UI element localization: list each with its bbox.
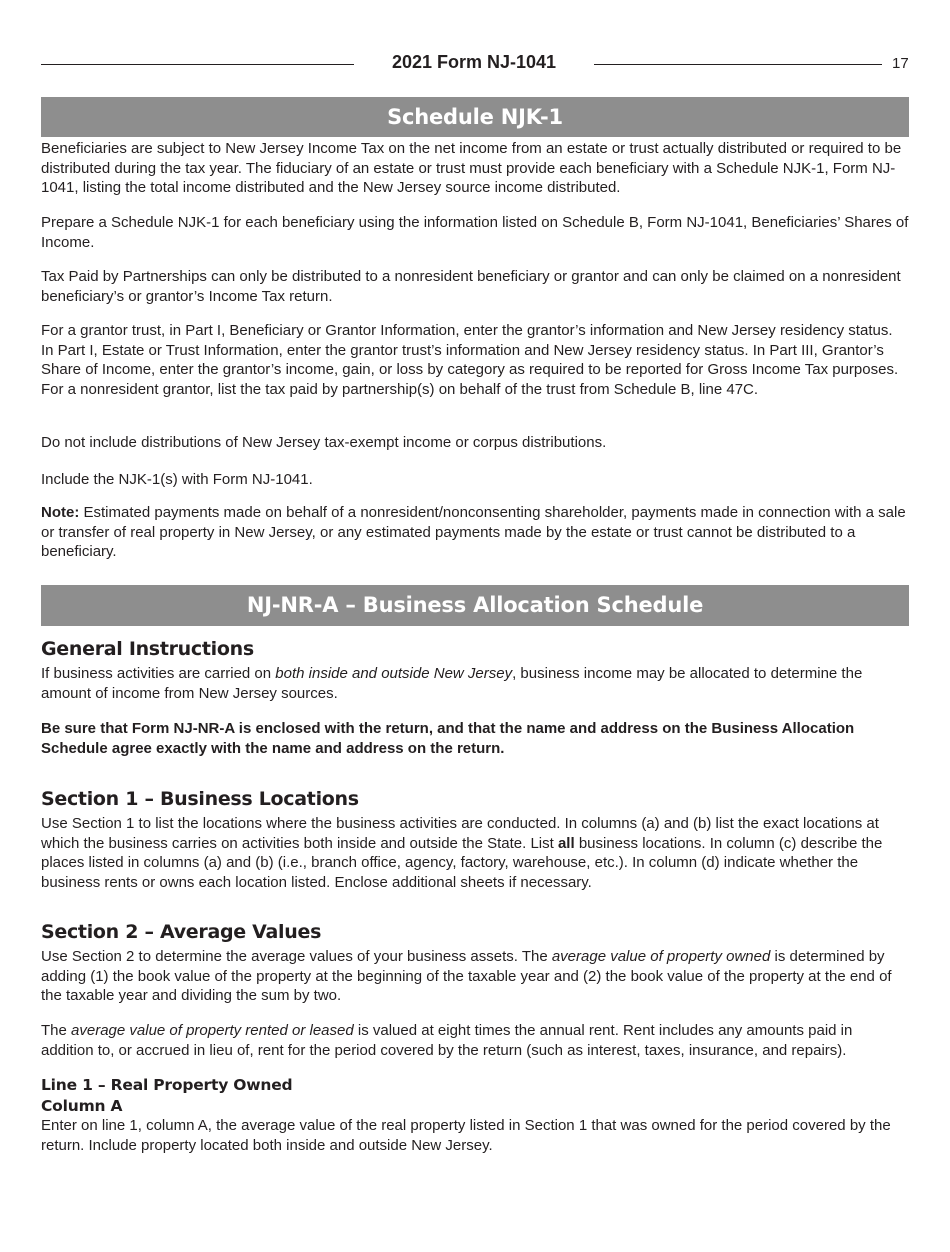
header-rule-left (41, 64, 354, 65)
section2-p2-italic: average value of property rented or leased (71, 1022, 354, 1039)
general-paragraph-2: Be sure that Form NJ-NR-A is enclosed with the return, and that the name and address on the Business Allocation Schedule agree exactly with the name and address on the return. (41, 720, 855, 757)
page-number: 17 (892, 55, 909, 72)
note-text: Estimated payments made on behalf of a nonresident/nonconsenting shareholder, payments made in connection with a sale or transfer of real property in New Jersey, or any estimated payments made by the estate or trust cannot be distributed to a beneficiary. (41, 504, 906, 560)
section-2-heading: Section 2 – Average Values (41, 921, 322, 943)
line-1-heading: Line 1 – Real Property Owned (41, 1076, 293, 1094)
section1-text-b: business locations. In column (c) describe the places listed in columns (a) and (b) (i.e., branch office, agency, factory, warehouse, etc.). In column (d) indicate whether the business rents or owns each location listed. Enclose additional sheets if necessary. (41, 834, 883, 891)
section2-p1-text-b: is determined by adding (1) the book value of the property at the beginning of the taxable year and (2) the book value of the property at the end of the taxable year and dividing the sum by two. (41, 948, 892, 1004)
note-label: Note: (41, 504, 80, 521)
njk1-paragraph-2: Prepare a Schedule NJK-1 for each beneficiary using the information listed on Schedule B, Form NJ-1041, Beneficiaries’ Shares of Income. (41, 214, 909, 251)
general-p1-text-a: If business activities are carried on (41, 665, 276, 682)
njk1-paragraph-5: Do not include distributions of New Jersey tax-exempt income or corpus distributions. (41, 434, 607, 451)
section-1-paragraph (41, 814, 909, 892)
column-a-heading: Column A (41, 1097, 123, 1115)
njk1-paragraph-6: Include the NJK-1(s) with Form NJ-1041. (41, 471, 313, 488)
section-1-heading: Section 1 – Business Locations (41, 788, 359, 810)
schedule-njk1-banner: Schedule NJK-1 (41, 97, 909, 137)
section2-p1-text-a: Use Section 2 to determine the average values of your business assets. The (41, 948, 552, 965)
section2-p2-text-b: is valued at eight times the annual rent. Rent includes any amounts paid in addition to, or accrued in lieu of, rent for the period covered by the return (such as interest, taxes, insurance, and repairs). (41, 1022, 853, 1059)
line-1-paragraph: Enter on line 1, column A, the average value of the real property listed in Section 1 that was owned for the period covered by the return. Include property located both inside and outside New Jersey. (41, 1117, 891, 1154)
njk1-paragraph-3: Tax Paid by Partnerships can only be distributed to a nonresident beneficiary or grantor and can only be claimed on a nonresident beneficiary’s or grantor’s Income Tax return. (41, 268, 901, 305)
general-p1-text-b: , business income may be allocated to determine the amount of income from New Jersey sources. (41, 665, 863, 702)
form-title: 2021 Form NJ-1041 (391, 52, 557, 72)
njnra-banner: NJ-NR-A – Business Allocation Schedule (41, 585, 909, 626)
section2-p2-text-a: The (41, 1022, 72, 1039)
njk1-paragraph-1: Beneficiaries are subject to New Jersey Income Tax on the net income from an estate or trust actually distributed or required to be distributed during the tax year. The fiduciary of an estate or trust must provide each beneficiary with a Schedule NJK-1, Form NJ-1041, listing the total income distributed and the New Jersey source income distributed. (41, 140, 902, 196)
general-p1-italic: both inside and outside New Jersey (275, 665, 513, 682)
njk1-note (41, 503, 909, 562)
page-header (41, 52, 909, 78)
njk1-paragraph-4: For a grantor trust, in Part I, Beneficiary or Grantor Information, enter the grantor’s information and New Jersey residency status. In Part I, Estate or Trust Information, enter the grantor trust’s information and New Jersey residency status. In Part III, Grantor’s Share of Income, enter the grantor’s income, gain, or loss by category as required to be reported for Gross Income Tax purposes. For a nonresident grantor, list the tax paid by partnership(s) on behalf of the trust from Schedule B, line 47C. (41, 322, 899, 398)
section1-text-a: Use Section 1 to list the locations where the business activities are conducted. In columns (a) and (b) list the exact locations at which the business carries on activities both inside and outside the State. List (41, 815, 879, 852)
general-paragraph-1 (41, 664, 909, 703)
section1-bold: all (557, 834, 575, 852)
section-2-paragraph-2 (41, 1021, 909, 1060)
section-2-paragraph-1 (41, 947, 909, 1006)
general-instructions-heading: General Instructions (41, 638, 254, 660)
section2-p1-italic: average value of property owned (551, 948, 771, 965)
header-rule-right (594, 64, 882, 65)
